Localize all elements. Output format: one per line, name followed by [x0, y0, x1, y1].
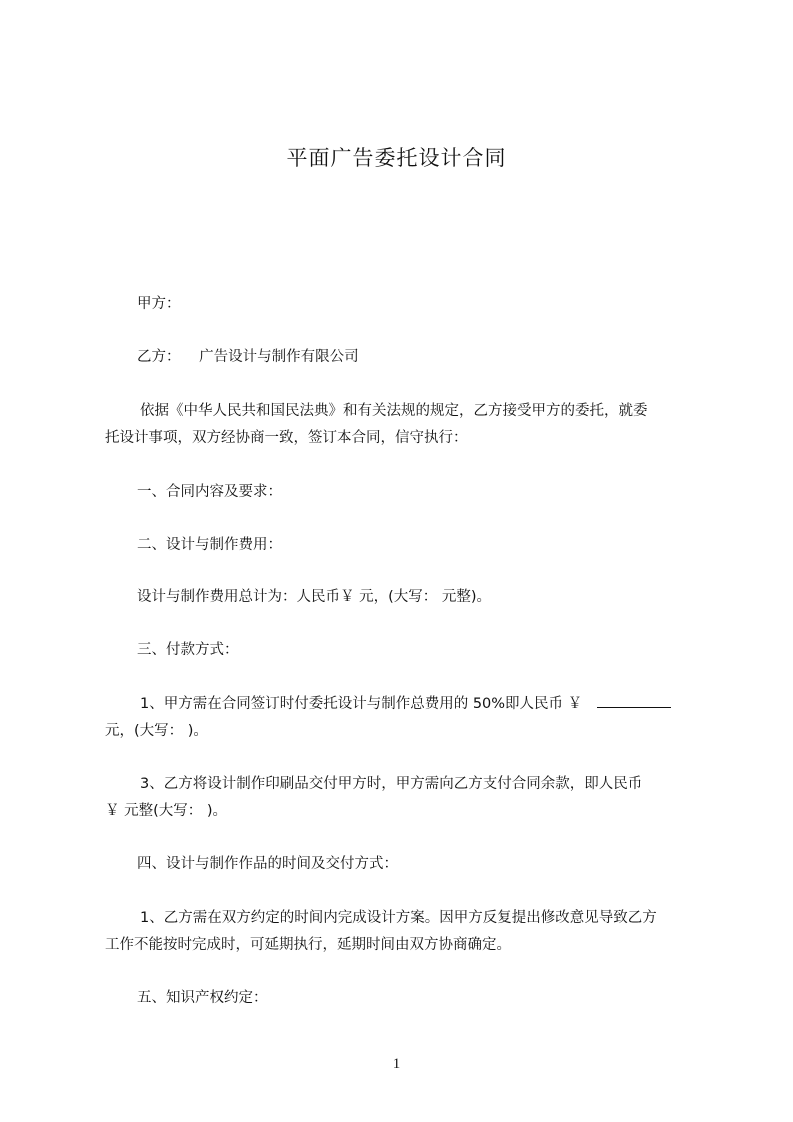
intro-line-2: 托设计事项，双方经协商一致，签订本合同，信守执行：	[105, 430, 468, 446]
page-number: 1	[392, 1056, 401, 1072]
payment-1-line-2: 元，(大写： )。	[105, 723, 208, 739]
party-b-line	[137, 345, 737, 366]
section-4-heading: 四、设计与制作作品的时间及交付方式：	[137, 856, 398, 872]
payment-1-line-1	[140, 692, 740, 713]
document-title: 平面广告委托设计合同	[286, 146, 507, 170]
amount-blank	[597, 695, 671, 708]
party-b-name: 广告设计与制作有限公司	[199, 349, 359, 365]
delivery-1-line-2: 工作不能按时完成时，可延期执行，延期时间由双方协商确定。	[105, 937, 511, 953]
section-5-heading: 五、知识产权约定：	[137, 990, 268, 1006]
section-3-heading: 三、付款方式：	[137, 642, 239, 658]
payment-3-line-2: ￥ 元整(大写： )。	[105, 803, 228, 819]
payment-1-text: 1、甲方需在合同签订时付委托设计与制作总费用的 50%即人民币 ￥	[140, 696, 583, 712]
delivery-1-line-1: 1、乙方需在双方约定的时间内完成设计方案。因甲方反复提出修改意见导致乙方	[140, 910, 657, 926]
party-b-label: 乙方：	[137, 349, 181, 365]
section-1-heading: 一、合同内容及要求：	[137, 484, 282, 500]
intro-line-1: 依据《中华人民共和国民法典》和有关法规的规定，乙方接受甲方的委托，就委	[140, 403, 648, 419]
payment-3-line-1: 3、乙方将设计制作印刷品交付甲方时，甲方需向乙方支付合同余款，即人民币	[140, 776, 643, 792]
fee-total-line: 设计与制作费用总计为：人民币￥ 元，(大写： 元整)。	[137, 589, 492, 605]
section-2-heading: 二、设计与制作费用：	[137, 537, 282, 553]
party-a-line: 甲方：	[137, 296, 181, 312]
